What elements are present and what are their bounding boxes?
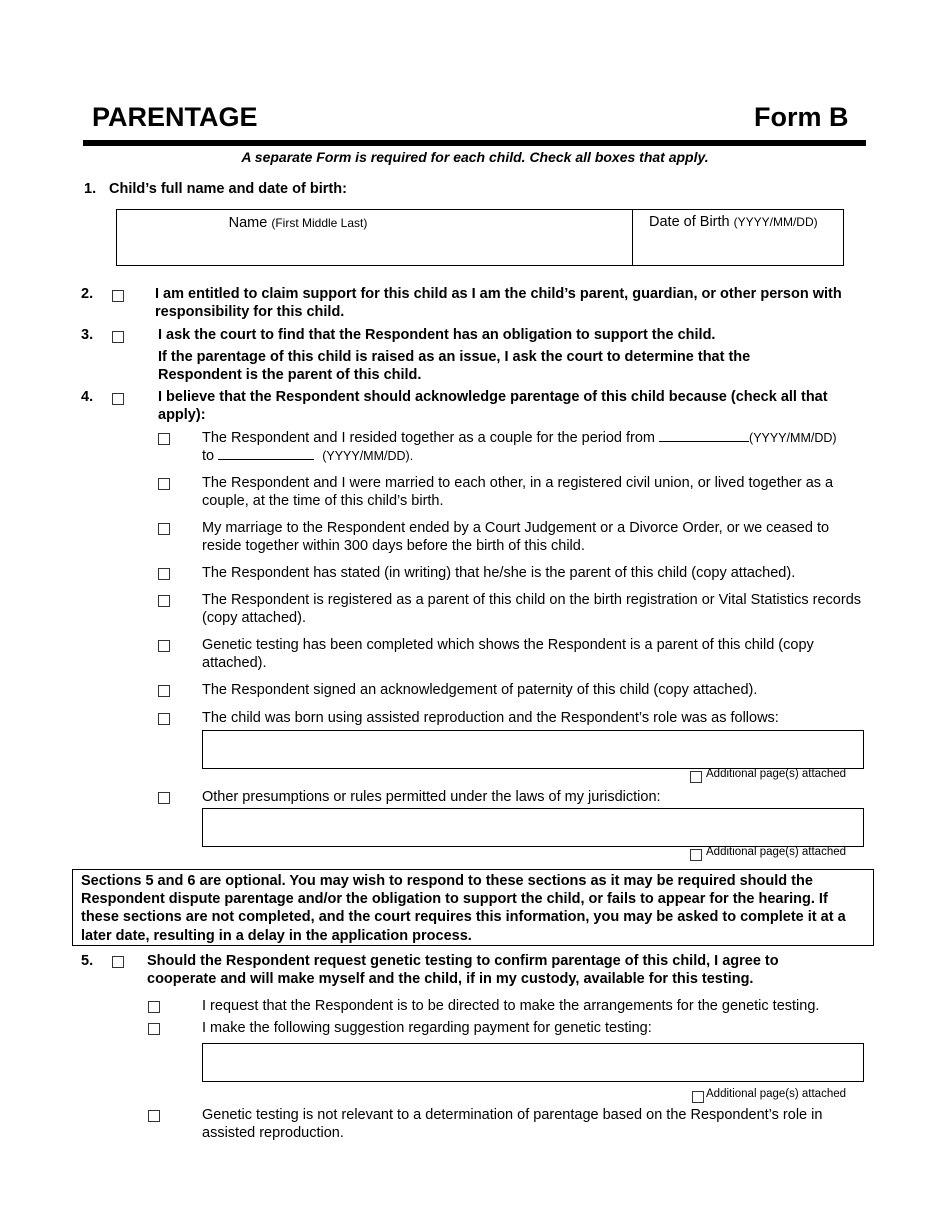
cohabit-to-field[interactable]: [218, 447, 314, 460]
optional-sections-notice: [72, 869, 874, 946]
notice-text: Sections 5 and 6 are optional. You may wish to respond to these sections as it may be required should the Respondent dispute parentage and/or the obligation to support the child, or fails to appear for the hearing. If these sections are not completed, and the court requires this information, you may be asked to complete it at a later date, resulting in a delay in the application process.: [81, 873, 846, 944]
q4-genetic-text: Genetic testing has been completed which shows the Respondent is a parent of this child (copy attached).: [202, 637, 814, 671]
other-additional-checkbox[interactable]: [690, 849, 702, 861]
cohabit-from-hint: (YYYY/MM/DD): [749, 431, 837, 445]
q2-text: I am entitled to claim support for this child as I am the child’s parent, guardian, or other person with responsibility for this child.: [155, 286, 842, 320]
payment-suggestion-field[interactable]: [202, 1043, 864, 1082]
q4-paternity-checkbox[interactable]: [158, 685, 170, 697]
cohabit-from-field[interactable]: [659, 429, 749, 442]
q4-assisted-text: The child was born using assisted reproduction and the Respondent’s role was as follows:: [202, 710, 779, 726]
payment-additional-checkbox[interactable]: [692, 1091, 704, 1103]
q4-checkbox[interactable]: [112, 393, 124, 405]
q4-assisted-checkbox[interactable]: [158, 713, 170, 725]
instruction-text: A separate Form is required for each child. Check all boxes that apply.: [241, 149, 709, 165]
q5-payment-text: I make the following suggestion regarding payment for genetic testing:: [202, 1020, 652, 1036]
dob-label: Date of Birth: [649, 214, 730, 230]
q4-text: I believe that the Respondent should acknowledge parentage of this child because (check all that apply):: [158, 389, 828, 423]
q5-not-relevant-checkbox[interactable]: [148, 1110, 160, 1122]
q1-number: 1.: [84, 181, 97, 197]
name-label: Name: [228, 215, 268, 231]
q4-cohabit-text: The Respondent and I resided together as a couple for the period from: [202, 430, 656, 446]
q4-cohabit-checkbox[interactable]: [158, 433, 170, 445]
q3-checkbox[interactable]: [112, 331, 124, 343]
assisted-role-field[interactable]: [202, 730, 864, 769]
q4-other-text: Other presumptions or rules permitted under the laws of my jurisdiction:: [202, 789, 661, 805]
q2-checkbox[interactable]: [112, 290, 124, 302]
child-dob-field[interactable]: [632, 209, 844, 266]
q3-text: I ask the court to find that the Respondent has an obligation to support the child.: [158, 327, 716, 343]
dob-hint: (YYYY/MM/DD): [733, 215, 818, 229]
form-label: Form B: [754, 102, 849, 132]
q5-directed-checkbox[interactable]: [148, 1001, 160, 1013]
q4-writing-checkbox[interactable]: [158, 568, 170, 580]
q5-number: 5.: [81, 953, 94, 969]
payment-additional-label: Additional page(s) attached: [706, 1088, 847, 1100]
q5-payment-checkbox[interactable]: [148, 1023, 160, 1035]
assisted-additional-label: Additional page(s) attached: [706, 768, 847, 780]
q4-cohabit-line2: [202, 447, 413, 465]
q5-text: Should the Respondent request genetic testing to confirm parentage of this child, I agree to cooperate and will make myself and the child, if in my custody, available for this testing.: [147, 953, 779, 987]
q4-married-checkbox[interactable]: [158, 478, 170, 490]
other-presumptions-field[interactable]: [202, 808, 864, 847]
q4-genetic-checkbox[interactable]: [158, 640, 170, 652]
q4-writing-text: The Respondent has stated (in writing) that he/she is the parent of this child (copy attached).: [202, 565, 796, 581]
header-rule: [83, 140, 866, 146]
q5-not-relevant-text: Genetic testing is not relevant to a determination of parentage based on the Respondent’s role in assisted reproduction.: [202, 1107, 823, 1141]
child-name-field[interactable]: [116, 209, 480, 266]
q1-label: Child’s full name and date of birth:: [109, 181, 347, 197]
q5-directed-text: I request that the Respondent is to be directed to make the arrangements for the genetic testing.: [202, 998, 820, 1014]
q4-paternity-text: The Respondent signed an acknowledgement of paternity of this child (copy attached).: [202, 682, 758, 698]
q4-divorce-text: My marriage to the Respondent ended by a Court Judgement or a Divorce Order, or we ceased to reside together within 300 days before the birth of this child.: [202, 520, 830, 554]
q4-married-text: The Respondent and I were married to each other, in a registered civil union, or lived together as a couple, at the time of this child’s birth.: [202, 475, 834, 509]
name-hint: (First Middle Last): [271, 216, 368, 230]
q4-other-checkbox[interactable]: [158, 792, 170, 804]
q2-number: 2.: [81, 286, 94, 302]
q5-checkbox[interactable]: [112, 956, 124, 968]
q4-number: 4.: [81, 389, 94, 405]
q4-divorce-checkbox[interactable]: [158, 523, 170, 535]
q4-cohabit-line1: [202, 429, 902, 447]
q4-registered-checkbox[interactable]: [158, 595, 170, 607]
cohabit-to-label: to: [202, 448, 215, 464]
other-additional-label: Additional page(s) attached: [706, 846, 847, 858]
child-name-field-ext[interactable]: [478, 209, 633, 266]
q3-number: 3.: [81, 327, 94, 343]
q4-registered-text: The Respondent is registered as a parent of this child on the birth registration or Vital Statistics records (copy attached).: [202, 592, 862, 626]
assisted-additional-checkbox[interactable]: [690, 771, 702, 783]
form-title: PARENTAGE: [92, 102, 258, 132]
cohabit-to-hint: (YYYY/MM/DD).: [322, 449, 414, 463]
q3-text-2: If the parentage of this child is raised as an issue, I ask the court to determine that the Respondent is the parent of this child.: [158, 349, 751, 383]
